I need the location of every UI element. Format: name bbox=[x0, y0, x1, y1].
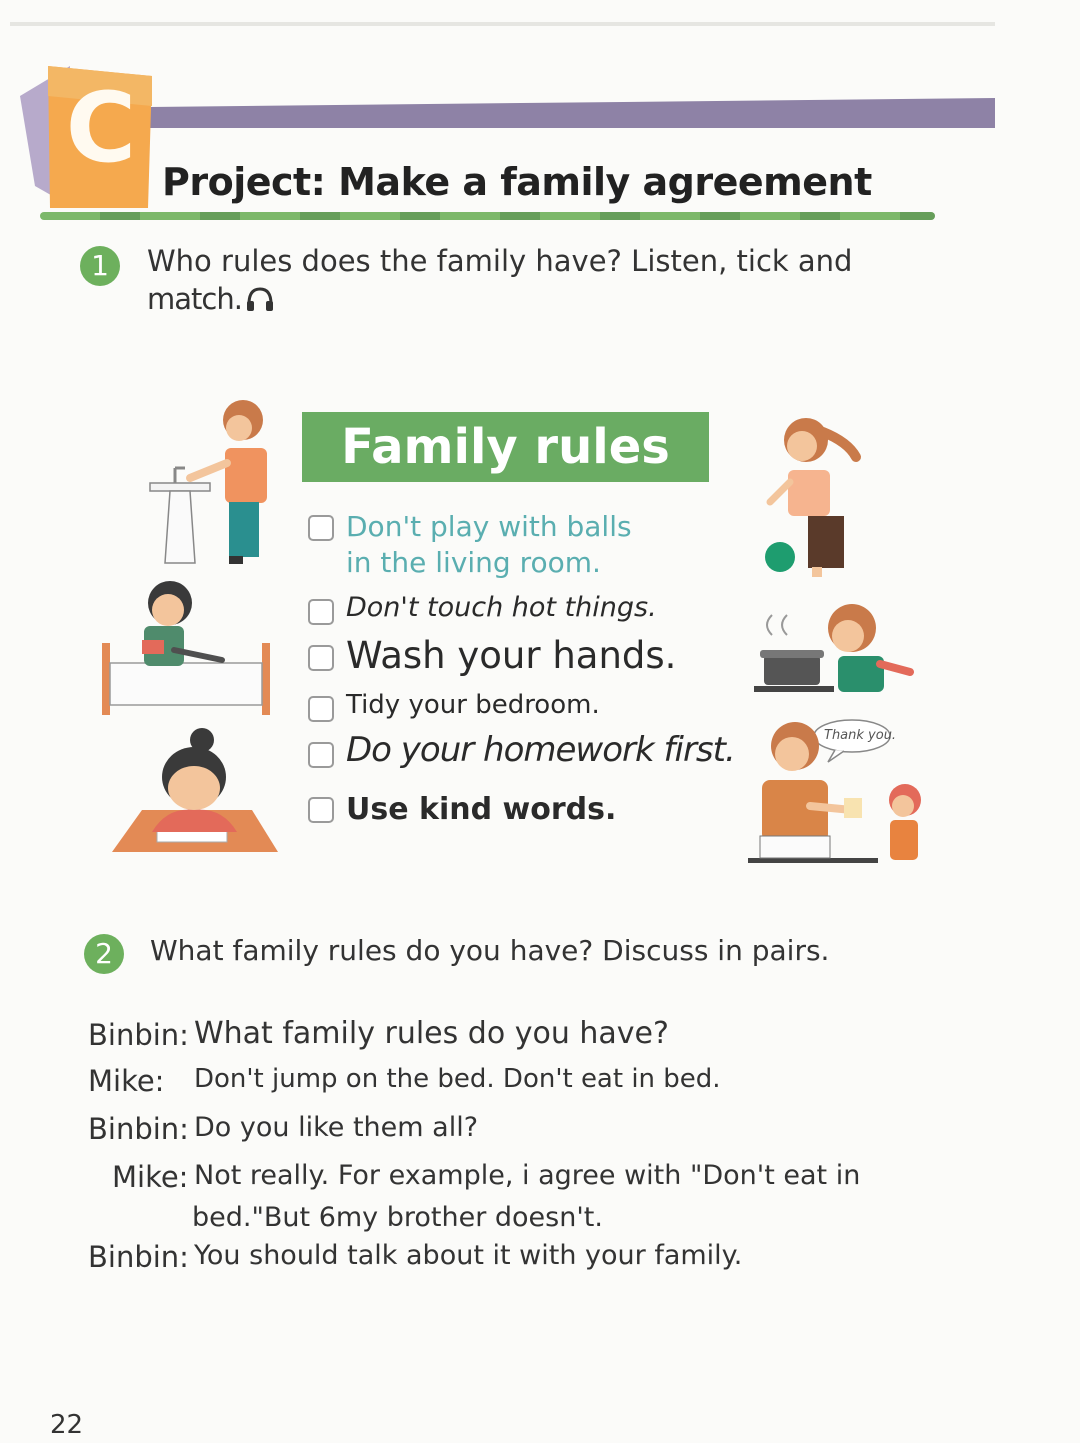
washing-hands-illustration bbox=[145, 398, 275, 570]
page-number: 22 bbox=[50, 1410, 84, 1440]
page-title: Project: Make a family agreement bbox=[162, 160, 872, 204]
dialogue-speaker-1: Binbin: bbox=[88, 1018, 189, 1052]
rule-checkbox-1[interactable] bbox=[308, 515, 334, 541]
dialogue-line-3: Do you like them all? bbox=[194, 1112, 479, 1143]
dialogue-line-4a: Not really. For example, i agree with "Don't eat in bbox=[194, 1160, 861, 1191]
dialogue-line-1: What family rules do you have? bbox=[194, 1016, 669, 1051]
speech-bubble-text: Thank you. bbox=[824, 728, 897, 743]
section-letter: C bbox=[65, 72, 137, 184]
activity-2-instruction: What family rules do you have? Discuss in pairs. bbox=[150, 934, 830, 967]
family-rules-header: Family rules bbox=[302, 412, 709, 482]
rule-3-text: Wash your hands. bbox=[346, 634, 677, 677]
activity-2-number: 2 bbox=[84, 934, 124, 974]
title-underline-pattern bbox=[40, 212, 935, 220]
rule-checkbox-6[interactable] bbox=[308, 797, 334, 823]
activity-1-instruction-line1: Who rules does the family have? Listen, tick and bbox=[147, 244, 853, 278]
headphones-icon[interactable] bbox=[245, 284, 275, 314]
girl-with-ball-illustration bbox=[748, 412, 868, 584]
dialogue-speaker-5: Binbin: bbox=[88, 1240, 189, 1274]
rule-5-text: Do your homework first. bbox=[346, 730, 735, 770]
rule-1-line1: Don't play with balls bbox=[346, 510, 632, 543]
rule-6-text: Use kind words. bbox=[346, 792, 617, 827]
top-rule bbox=[10, 22, 995, 26]
hot-pot-illustration bbox=[752, 600, 917, 696]
dialogue-line-5: You should talk about it with your family. bbox=[194, 1240, 743, 1271]
rule-2-text: Don't touch hot things. bbox=[346, 592, 657, 623]
rule-checkbox-2[interactable] bbox=[308, 599, 334, 625]
section-banner-band bbox=[150, 98, 995, 128]
tidy-bedroom-illustration bbox=[102, 578, 274, 718]
dialogue-line-2: Don't jump on the bed. Don't eat in bed. bbox=[194, 1064, 721, 1094]
dialogue-speaker-4: Mike: bbox=[112, 1160, 189, 1194]
dialogue-speaker-3: Binbin: bbox=[88, 1112, 189, 1146]
activity-1-instruction-line2: match. bbox=[147, 282, 242, 316]
dialogue-line-4b: bed."But 6my brother doesn't. bbox=[192, 1202, 603, 1233]
rule-checkbox-3[interactable] bbox=[308, 645, 334, 671]
rule-1-line2: in the living room. bbox=[346, 546, 601, 579]
activity-1-number: 1 bbox=[80, 246, 120, 286]
rule-checkbox-4[interactable] bbox=[308, 696, 334, 722]
rule-4-text: Tidy your bedroom. bbox=[346, 690, 600, 720]
rule-checkbox-5[interactable] bbox=[308, 742, 334, 768]
homework-illustration bbox=[112, 722, 278, 858]
dialogue-speaker-2: Mike: bbox=[88, 1064, 165, 1098]
